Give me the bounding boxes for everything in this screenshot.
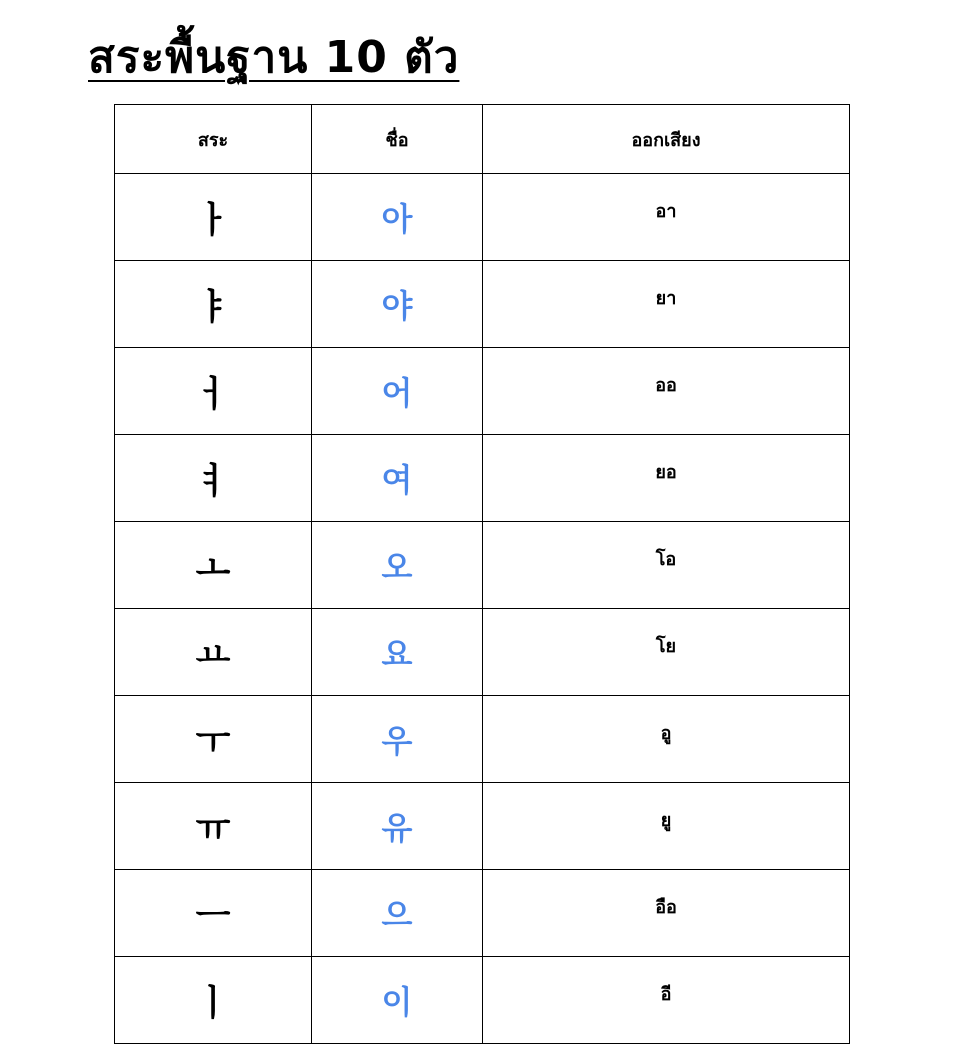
table-row (115, 261, 850, 348)
table-body (115, 174, 850, 1044)
header-vowel: สระ (115, 105, 312, 174)
vowel-cell: ㅡ (115, 870, 312, 957)
pronunciation-cell: ยอ (483, 435, 850, 522)
name-cell: 으 (312, 870, 483, 957)
header-pronunciation: ออกเสียง (483, 105, 850, 174)
table-row (115, 783, 850, 870)
table-row (115, 957, 850, 1044)
name-cell: 요 (312, 609, 483, 696)
pronunciation-cell: อา (483, 174, 850, 261)
name-cell: 유 (312, 783, 483, 870)
pronunciation-cell: อี (483, 957, 850, 1044)
name-cell: 우 (312, 696, 483, 783)
pronunciation-cell: ยู (483, 783, 850, 870)
pronunciation-cell: ยา (483, 261, 850, 348)
pronunciation-cell: ออ (483, 348, 850, 435)
table-row (115, 174, 850, 261)
table-header (115, 105, 850, 174)
page-title: สระพื้นฐาน 10 ตัว (88, 32, 460, 83)
table-row (115, 522, 850, 609)
name-cell: 어 (312, 348, 483, 435)
table-row (115, 870, 850, 957)
header-row (115, 105, 850, 174)
vowel-cell: ㅕ (115, 435, 312, 522)
pronunciation-cell: โอ (483, 522, 850, 609)
name-cell: 오 (312, 522, 483, 609)
pronunciation-cell: อือ (483, 870, 850, 957)
pronunciation-cell: อู (483, 696, 850, 783)
name-cell: 야 (312, 261, 483, 348)
vowel-cell: ㅠ (115, 783, 312, 870)
vowel-cell: ㅓ (115, 348, 312, 435)
vowel-cell: ㅗ (115, 522, 312, 609)
pronunciation-cell: โย (483, 609, 850, 696)
table-row (115, 696, 850, 783)
vowel-cell: ㅑ (115, 261, 312, 348)
vowel-cell: ㅣ (115, 957, 312, 1044)
table-row (115, 609, 850, 696)
table-row (115, 435, 850, 522)
vowel-cell: ㅜ (115, 696, 312, 783)
name-cell: 이 (312, 957, 483, 1044)
vowel-table (114, 104, 850, 1044)
name-cell: 아 (312, 174, 483, 261)
header-name: ชื่อ (312, 105, 483, 174)
vowel-cell: ㅏ (115, 174, 312, 261)
vowel-cell: ㅛ (115, 609, 312, 696)
name-cell: 여 (312, 435, 483, 522)
table-row (115, 348, 850, 435)
